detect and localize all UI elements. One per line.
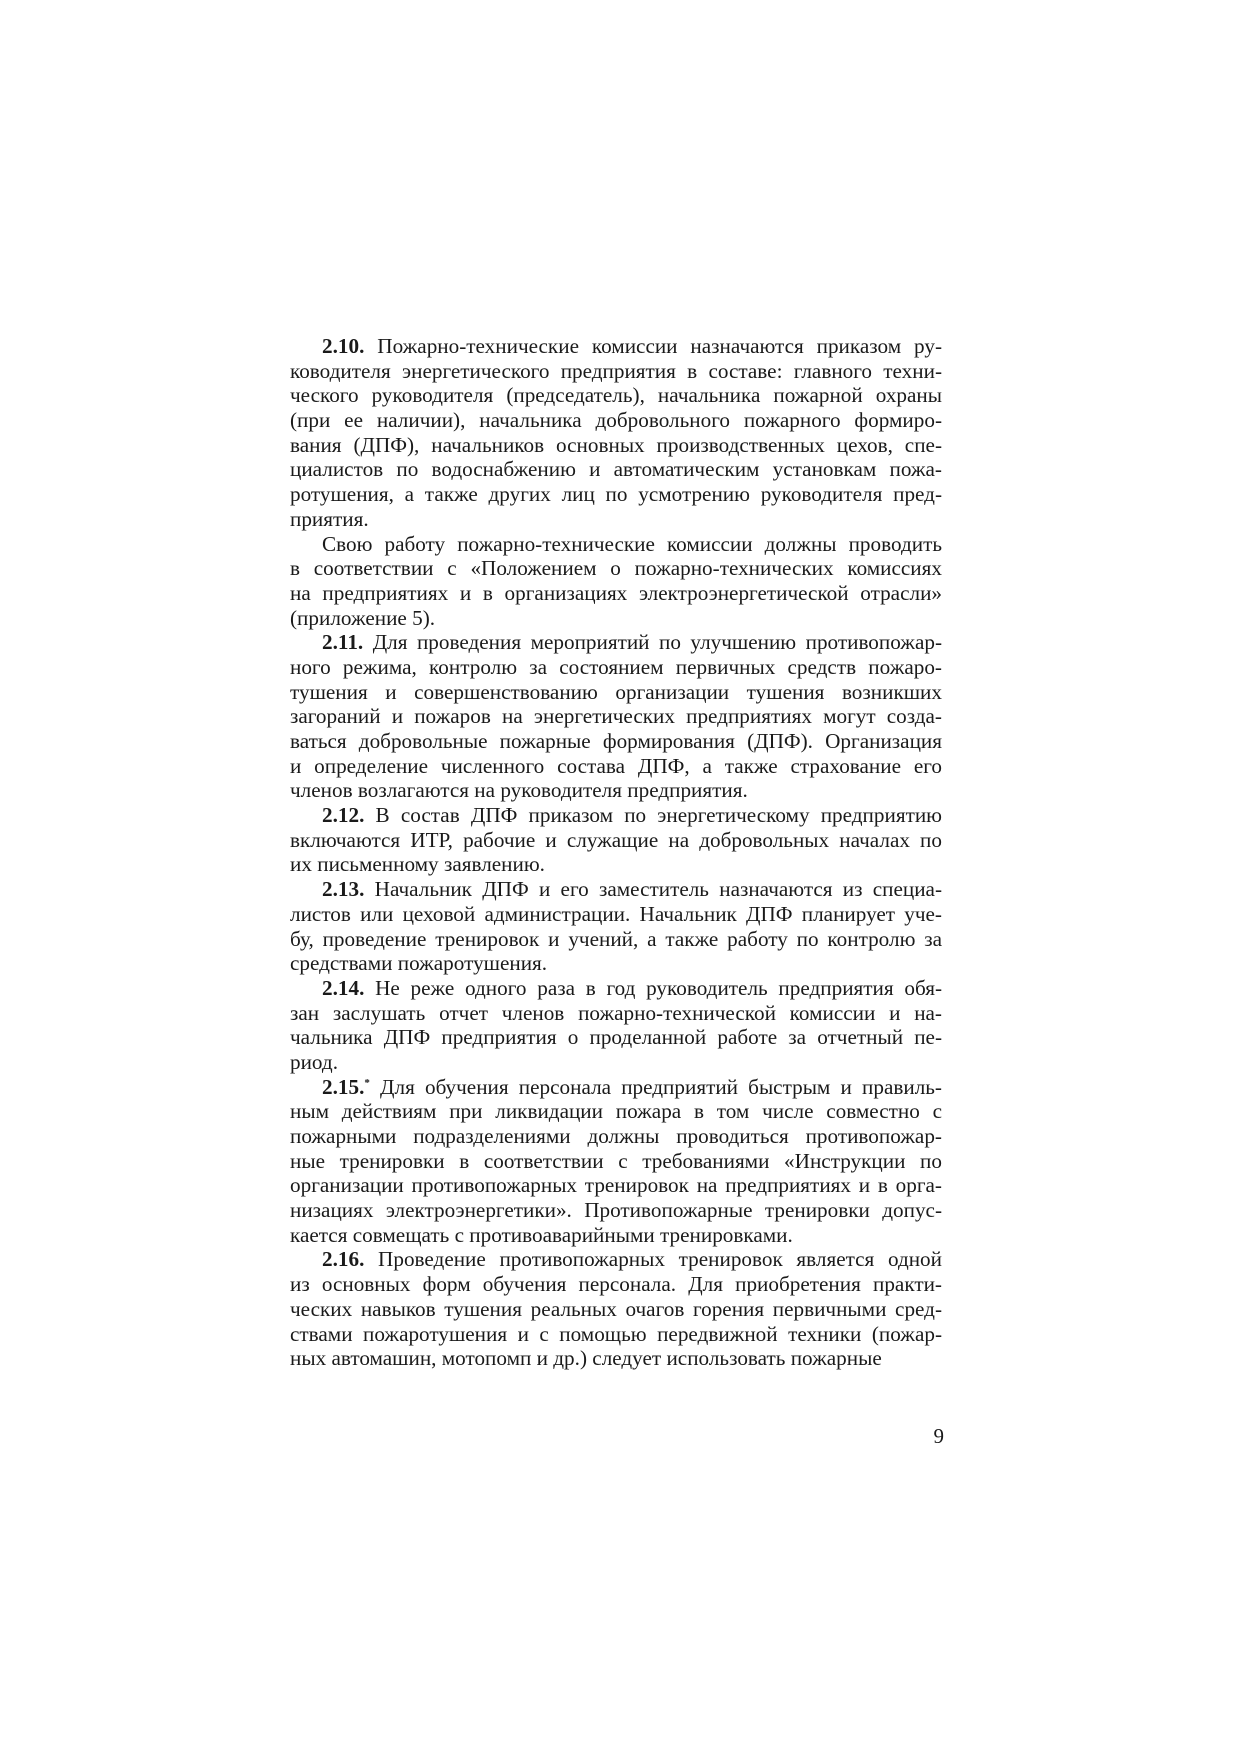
line-text: ствами пожаротушения и с помощью передвижной техники (пожар- bbox=[290, 1321, 942, 1346]
line-text: тушения и совершенствованию организации тушения возникших bbox=[290, 679, 942, 704]
text-line bbox=[290, 927, 942, 952]
paragraph bbox=[290, 532, 942, 631]
line-text: кается совмещать с противоаварийными тренировками. bbox=[290, 1222, 793, 1247]
line-text: циалистов по водоснабжению и автоматическим установкам пожа- bbox=[290, 457, 942, 482]
line-text: ческого руководителя (председатель), начальника пожарной охраны bbox=[290, 383, 942, 408]
clause-number-text: 2.10. bbox=[322, 334, 365, 358]
line-text: Для проведения мероприятий по улучшению противопожар- bbox=[372, 630, 942, 655]
line-text: и определение численного состава ДПФ, а также страхование его bbox=[290, 753, 942, 778]
clause-number bbox=[322, 803, 364, 827]
text-line bbox=[290, 383, 942, 408]
text-line bbox=[290, 630, 942, 655]
line-text: ные тренировки в соответствии с требованиями «Инструкции по bbox=[290, 1148, 942, 1173]
clause-number bbox=[322, 334, 364, 358]
line-text: Пожарно-технические комиссии назначаются приказом ру- bbox=[377, 334, 942, 358]
line-text: зан заслушать отчет членов пожарно-технической комиссии и на- bbox=[290, 1000, 942, 1025]
line-text: Свою работу пожарно-технические комиссии должны проводить bbox=[322, 531, 942, 556]
text-line bbox=[290, 729, 942, 754]
line-text: (приложение 5). bbox=[290, 605, 436, 630]
paragraph bbox=[290, 976, 942, 1075]
line-text: ным действиям при ликвидации пожара в том числе совместно с bbox=[290, 1099, 942, 1124]
line-text: Начальник ДПФ и его заместитель назначаются из специа- bbox=[374, 877, 943, 902]
line-text: членов возлагаются на руководителя предприятия. bbox=[290, 778, 748, 803]
line-text: риод. bbox=[290, 1049, 338, 1074]
text-line bbox=[290, 1297, 942, 1322]
line-text: включаются ИТР, рабочие и служащие на добровольных началах по bbox=[290, 827, 942, 852]
line-text: Не реже одного раза в год руководитель предприятия обя- bbox=[375, 975, 942, 1000]
line-text: из основных форм обучения персонала. Для приобретения практи- bbox=[290, 1272, 942, 1297]
paragraph bbox=[290, 1075, 942, 1248]
text-line bbox=[290, 1124, 942, 1149]
text-line bbox=[290, 556, 942, 581]
text-line bbox=[290, 902, 942, 927]
line-text: Проведение противопожарных тренировок является одной bbox=[378, 1247, 942, 1272]
line-text: ного режима, контролю за состоянием первичных средств пожаро- bbox=[290, 654, 942, 679]
line-text: Для обучения персонала предприятий быстрым и правиль- bbox=[380, 1074, 942, 1099]
line-text: (при ее наличии), начальника добровольного пожарного формиро- bbox=[290, 408, 942, 433]
text-line bbox=[290, 1025, 942, 1050]
clause-number bbox=[322, 1075, 370, 1099]
clause-number-text: 2.14. bbox=[322, 975, 365, 1000]
text-line bbox=[290, 1050, 942, 1075]
line-text: вания (ДПФ), начальников основных производственных цехов, спе- bbox=[290, 432, 942, 457]
text-line bbox=[290, 507, 942, 532]
text-line bbox=[290, 334, 942, 359]
text-line bbox=[290, 1247, 942, 1272]
line-text: их письменному заявлению. bbox=[290, 852, 545, 877]
text-line bbox=[290, 1173, 942, 1198]
text-line bbox=[290, 754, 942, 779]
text-line bbox=[290, 655, 942, 680]
text-line bbox=[290, 606, 942, 631]
line-text: ных автомашин, мотопомп и др.) следует использовать пожарные bbox=[290, 1346, 882, 1371]
text-line bbox=[290, 1149, 942, 1174]
text-line bbox=[290, 408, 942, 433]
text-line bbox=[290, 680, 942, 705]
paragraph bbox=[290, 334, 942, 532]
text-line bbox=[290, 1075, 942, 1100]
text-line bbox=[290, 803, 942, 828]
line-text: организации противопожарных тренировок на предприятиях и в орга- bbox=[290, 1173, 942, 1198]
clause-number bbox=[322, 630, 363, 654]
line-text: В состав ДПФ приказом по энергетическому предприятию bbox=[375, 803, 942, 828]
line-text: ваться добровольные пожарные формирования (ДПФ). Организация bbox=[290, 729, 942, 753]
line-text: листов или цеховой администрации. Начальник ДПФ планирует уче- bbox=[290, 901, 942, 926]
page-number: 9 bbox=[933, 1424, 944, 1448]
line-text: на предприятиях и в организациях электроэнергетической отрасли» bbox=[290, 580, 942, 605]
line-text: пожарными подразделениями должны проводиться противопожар- bbox=[290, 1124, 942, 1148]
text-line bbox=[290, 1272, 942, 1297]
line-text: ководителя энергетического предприятия в составе: главного техни- bbox=[290, 358, 942, 383]
text-line bbox=[290, 581, 942, 606]
text-line bbox=[290, 482, 942, 507]
clause-number-text: 2.12. bbox=[322, 803, 365, 828]
text-line bbox=[290, 877, 942, 902]
clause-number-text: 2.11. bbox=[322, 630, 364, 655]
text-line bbox=[290, 457, 942, 482]
text-line bbox=[290, 1099, 942, 1124]
line-text: загораний и пожаров на энергетических предприятиях могут созда- bbox=[290, 704, 942, 729]
clause-number bbox=[322, 877, 364, 901]
line-text: в соответствии с «Положением о пожарно-технических комиссиях bbox=[290, 556, 942, 581]
text-line bbox=[290, 951, 942, 976]
text-line bbox=[290, 433, 942, 458]
clause-number-text: 2.16. bbox=[322, 1247, 365, 1272]
line-text: бу, проведение тренировок и учений, а также работу по контролю за bbox=[290, 926, 942, 951]
text-line bbox=[290, 828, 942, 853]
line-text: приятия. bbox=[290, 506, 369, 531]
text-line bbox=[290, 778, 942, 803]
paragraph bbox=[290, 630, 942, 803]
clause-number bbox=[322, 1247, 364, 1271]
paragraph bbox=[290, 803, 942, 877]
clause-number-text: 2.13. bbox=[322, 877, 365, 902]
paragraph bbox=[290, 877, 942, 976]
line-text: ротушения, а также других лиц по усмотрению руководителя пред- bbox=[290, 482, 942, 507]
text-line bbox=[290, 1223, 942, 1248]
text-line bbox=[290, 1001, 942, 1026]
text-line bbox=[290, 1346, 942, 1371]
text-line bbox=[290, 1322, 942, 1347]
text-line bbox=[290, 1198, 942, 1223]
footnote-mark: * bbox=[364, 1076, 370, 1089]
text-line bbox=[290, 532, 942, 557]
body-text bbox=[290, 334, 942, 1371]
text-line bbox=[290, 852, 942, 877]
line-text: средствами пожаротушения. bbox=[290, 951, 548, 976]
line-text: чальника ДПФ предприятия о проделанной работе за отчетный пе- bbox=[290, 1025, 942, 1050]
text-line bbox=[290, 976, 942, 1001]
clause-number-text: 2.15. bbox=[322, 1074, 365, 1099]
line-text: ческих навыков тушения реальных очагов горения первичными сред- bbox=[290, 1296, 942, 1321]
paragraph bbox=[290, 1247, 942, 1370]
line-text: низациях электроэнергетики». Противопожарные тренировки допус- bbox=[290, 1198, 942, 1223]
clause-number bbox=[322, 976, 364, 1000]
text-line bbox=[290, 704, 942, 729]
text-line bbox=[290, 359, 942, 384]
